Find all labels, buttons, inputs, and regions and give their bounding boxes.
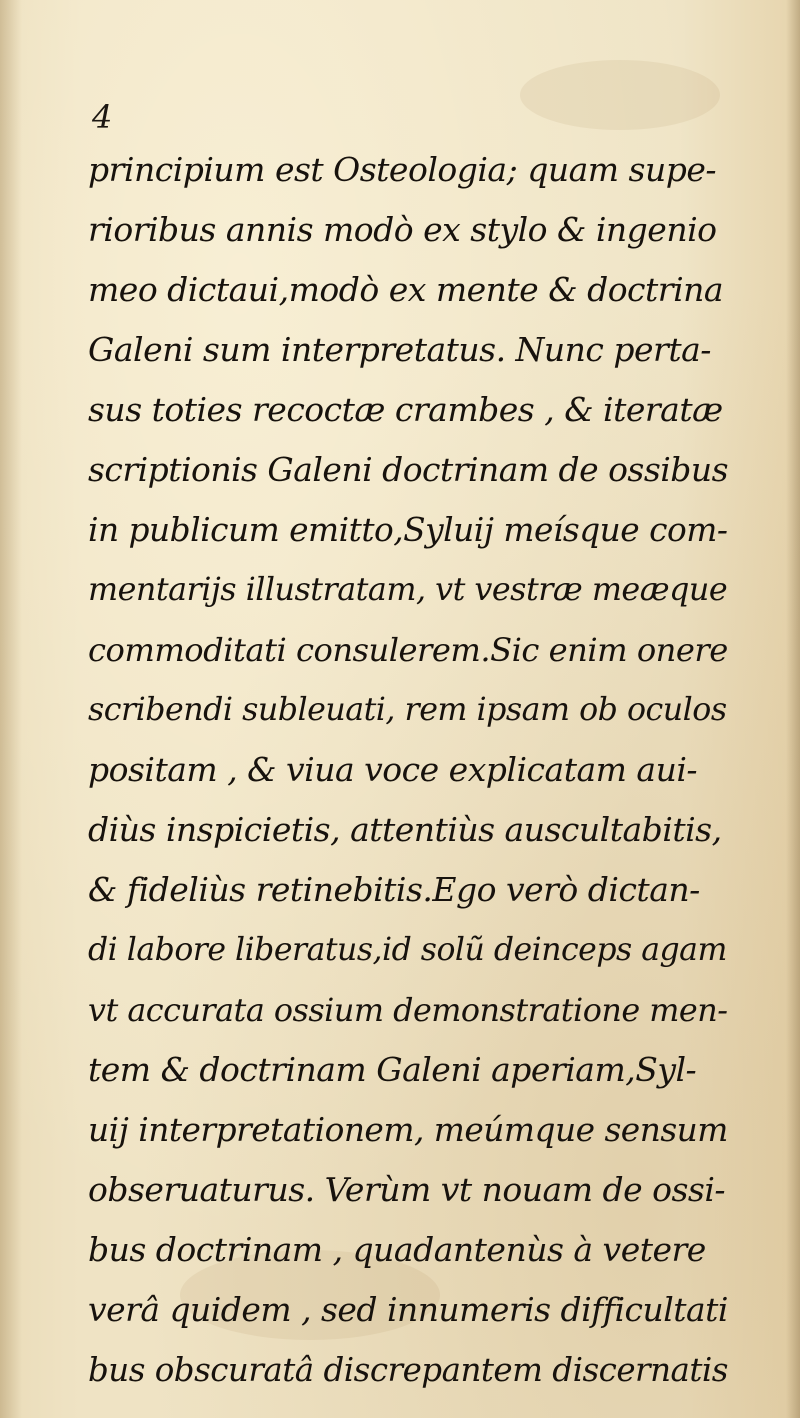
page-edge-shadow bbox=[786, 0, 800, 1418]
text-line: obseruaturus. Verùm vt nouam de ossi- bbox=[88, 1170, 726, 1209]
text-line: & fideliùs retinebitis.Ego verò dictan- bbox=[88, 870, 700, 909]
text-line: positam , & viua voce explicatam aui- bbox=[88, 750, 698, 789]
text-line: in publicum emitto,Syluij meísque com- bbox=[88, 511, 728, 549]
paper-stain bbox=[520, 60, 720, 130]
text-line: sus toties recoctæ crambes , & iteratæ bbox=[88, 390, 723, 429]
text-line: bus doctrinam , quadantenùs à vetere bbox=[88, 1230, 706, 1269]
gutter-shadow bbox=[0, 0, 22, 1418]
text-line: tem & doctrinam Galeni aperiam,Syl- bbox=[88, 1050, 697, 1089]
text-line: uij interpretationem, meúmque sensum bbox=[88, 1111, 728, 1149]
text-line: commoditati consulerem.Sic enim onere bbox=[88, 631, 728, 669]
text-line: meo dictaui,modò ex mente & doctrina bbox=[88, 270, 724, 309]
text-line: mentarijs illustratam, vt vestræ meæque bbox=[88, 572, 728, 608]
body-text bbox=[88, 140, 728, 1400]
text-line: Galeni sum interpretatus. Nunc perta- bbox=[88, 330, 711, 369]
text-line: scriptionis Galeni doctrinam de ossibus bbox=[88, 450, 728, 489]
text-line: diùs inspicietis, attentiùs auscultabitis, bbox=[88, 810, 722, 849]
text-line: bus obscuratâ discrepantem discernatis bbox=[88, 1351, 728, 1389]
text-line: verâ quidem , sed innumeris difficultati bbox=[88, 1290, 728, 1329]
text-line: principium est Osteologia; quam supe- bbox=[88, 150, 717, 189]
text-line: di labore liberatus,id solũ deinceps agam bbox=[88, 932, 727, 968]
text-line: rioribus annis modò ex stylo & ingenio bbox=[88, 210, 717, 249]
text-line: vt accurata ossium demonstratione men- bbox=[88, 991, 728, 1029]
page-number: 4 bbox=[92, 98, 113, 136]
text-line: scribendi subleuati, rem ipsam ob oculos bbox=[88, 692, 727, 728]
